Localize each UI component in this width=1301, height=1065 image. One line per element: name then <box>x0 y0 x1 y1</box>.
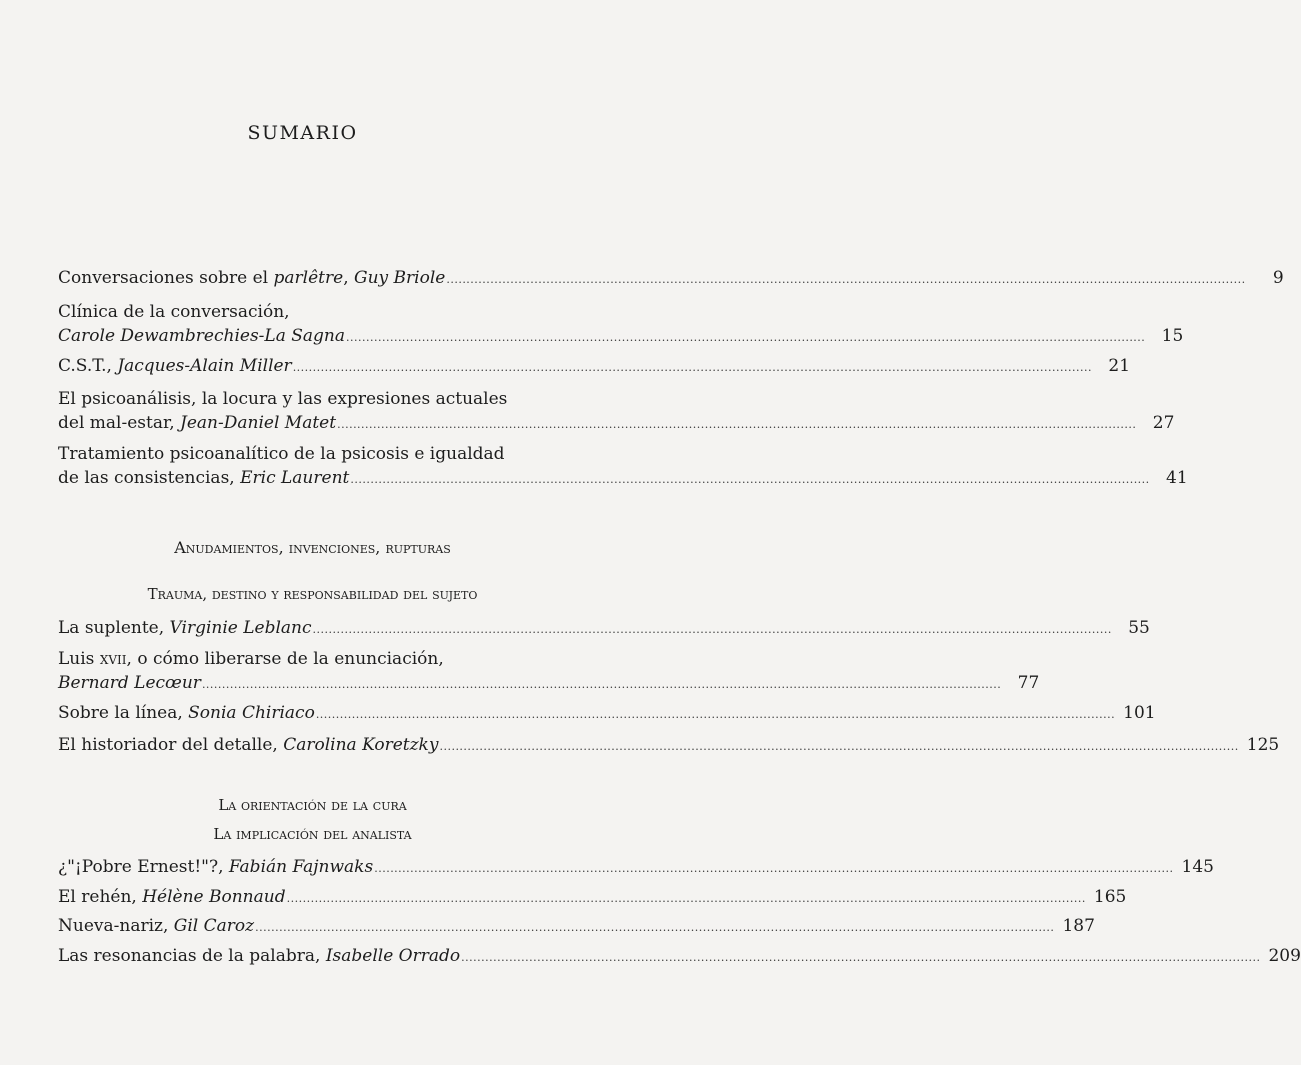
toc-entry <box>58 885 1127 911</box>
entry-author: Carole Dewambrechies-La Sagna <box>58 326 345 346</box>
dot-leader: ........................................................................................................................................................................................................ <box>461 951 1261 964</box>
toc-entry <box>58 266 1284 292</box>
dot-leader: ........................................................................................................................................................................................................ <box>345 331 1146 344</box>
entry-text: Conversaciones sobre el <box>58 268 274 288</box>
entry-author: Guy Briole <box>354 268 446 288</box>
toc-entry <box>58 442 1188 492</box>
entry-text: El rehén, <box>58 887 143 907</box>
entry-author: Jacques-Alain Miller <box>117 356 292 376</box>
entry-separator: , <box>343 268 354 288</box>
toc-entry <box>58 944 1301 970</box>
entry-author: Sonia Chiriaco <box>188 703 315 723</box>
roman-numeral: xvii <box>99 649 127 669</box>
entry-author: Bernard Lecœur <box>58 673 201 693</box>
page-number: 21 <box>1108 356 1131 376</box>
entry-text: El psicoanálisis, la locura y las expresiones actuales <box>58 389 508 409</box>
dot-leader: ........................................................................................................................................................................................................ <box>201 678 1002 691</box>
entry-author: Gil Caroz <box>173 916 255 936</box>
entry-text: , o cómo liberarse de la enunciación, <box>126 649 444 669</box>
dot-leader: ........................................................................................................................................................................................................ <box>312 623 1112 636</box>
page-number: 165 <box>1093 887 1127 907</box>
entry-text: La suplente, <box>58 618 170 638</box>
dot-leader: ........................................................................................................................................................................................................ <box>446 273 1246 286</box>
entry-text: Luis <box>58 649 100 669</box>
page-number: 101 <box>1123 703 1156 723</box>
entry-author: Jean-Daniel Matet <box>180 413 337 433</box>
toc-entry <box>58 387 1175 437</box>
page-number: 77 <box>1017 673 1040 693</box>
toc-entry <box>58 855 1214 881</box>
dot-leader: ........................................................................................................................................................................................................ <box>292 361 1093 374</box>
dot-leader: ........................................................................................................................................................................................................ <box>315 708 1116 721</box>
page-number: 145 <box>1181 857 1214 877</box>
dot-leader: ........................................................................................................................................................................................................ <box>286 892 1086 905</box>
entry-author: Hélène Bonnaud <box>142 887 286 907</box>
toc-entry <box>58 701 1156 727</box>
dot-leader: ........................................................................................................................................................................................................ <box>439 740 1239 753</box>
page-number: 15 <box>1161 326 1184 346</box>
page-number: 125 <box>1246 735 1280 755</box>
entry-author: Carolina Koretzky <box>283 735 439 755</box>
dot-leader: ........................................................................................................................................................................................................ <box>255 921 1055 934</box>
toc-entry <box>58 354 1131 380</box>
entry-text: Las resonancias de la palabra, <box>58 946 326 966</box>
toc-entry <box>58 733 1280 759</box>
part-heading: Anudamientos, invenciones, rupturas <box>174 538 451 557</box>
dot-leader: ........................................................................................................................................................................................................ <box>337 418 1137 431</box>
toc-entry <box>58 647 1040 697</box>
entry-text: Nueva-nariz, <box>58 916 174 936</box>
entry-text: El historiador del detalle, <box>58 735 284 755</box>
entry-text: ¿"¡Pobre Ernest!"?, <box>58 857 229 877</box>
page-title: SUMARIO <box>247 122 358 144</box>
entry-text: de las consistencias, <box>58 468 241 488</box>
page-number: 27 <box>1152 413 1175 433</box>
dot-leader: ........................................................................................................................................................................................................ <box>374 862 1174 875</box>
entry-author: Isabelle Orrado <box>325 946 461 966</box>
page-number: 41 <box>1166 468 1188 488</box>
page-number: 209 <box>1268 946 1301 966</box>
subheading: La implicación del analista <box>213 825 412 843</box>
page-number: 9 <box>1272 268 1284 288</box>
toc-entry <box>58 914 1095 940</box>
dot-leader: ........................................................................................................................................................................................................ <box>350 473 1150 486</box>
entry-author: Fabián Fajnwaks <box>228 857 374 877</box>
page-number: 55 <box>1128 618 1150 638</box>
toc-entry <box>58 300 1184 350</box>
entry-text: Tratamiento psicoanalítico de la psicosis e igualdad <box>58 444 505 464</box>
entry-author: Eric Laurent <box>240 468 350 488</box>
entry-term: parlêtre <box>273 268 344 288</box>
entry-text: Sobre la línea, <box>58 703 189 723</box>
entry-author: Virginie Leblanc <box>169 618 312 638</box>
subheading: Trauma, destino y responsabilidad del sujeto <box>147 585 478 603</box>
subheading: La orientación de la cura <box>218 796 407 814</box>
toc-entry <box>58 616 1150 642</box>
page-number: 187 <box>1062 916 1095 936</box>
entry-text: del mal-estar, <box>58 413 181 433</box>
entry-text: C.S.T., <box>58 356 118 376</box>
entry-text: Clínica de la conversación, <box>58 302 290 322</box>
